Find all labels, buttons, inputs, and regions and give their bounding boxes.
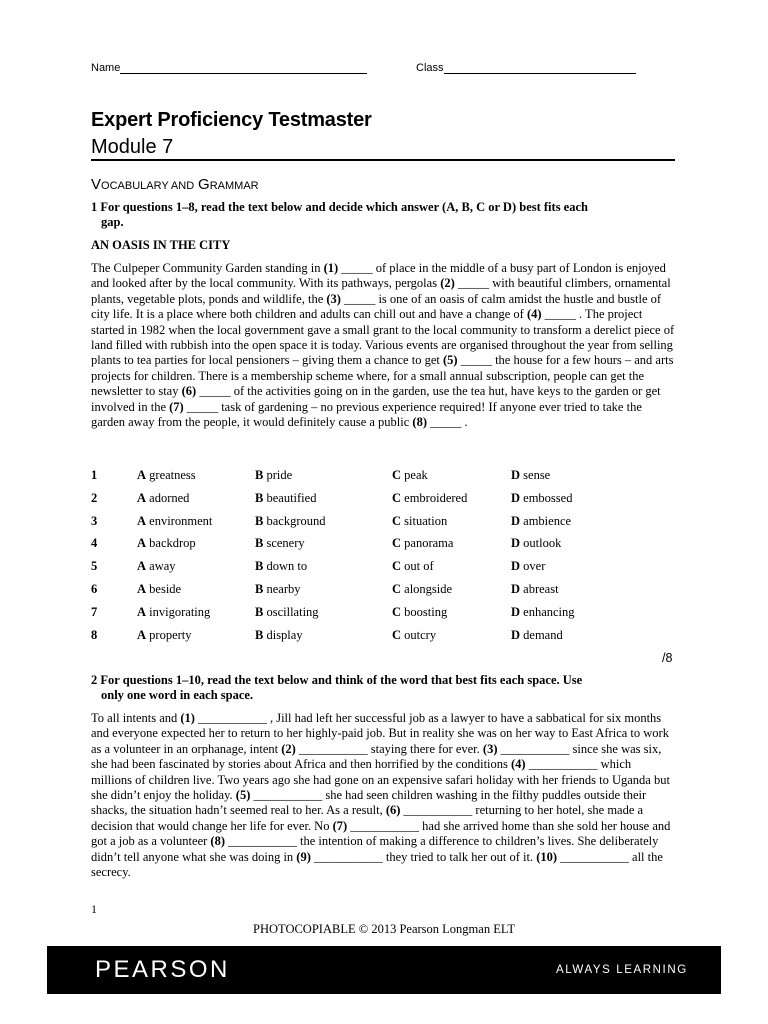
option-letter: D bbox=[511, 491, 521, 505]
section-heading-cap2: G bbox=[198, 176, 210, 193]
option-a bbox=[137, 514, 212, 529]
option-text: display bbox=[266, 628, 303, 642]
option-text: greatness bbox=[149, 468, 196, 482]
class-field bbox=[416, 61, 636, 74]
class-label: Class bbox=[416, 62, 444, 74]
option-text: nearby bbox=[266, 582, 301, 596]
tagline: ALWAYS LEARNING bbox=[556, 964, 688, 976]
gap-number: (1) bbox=[323, 261, 339, 275]
option-letter: D bbox=[511, 514, 521, 528]
section-heading bbox=[91, 176, 259, 193]
option-number: 3 bbox=[91, 514, 98, 528]
option-b bbox=[255, 582, 300, 597]
option-letter: A bbox=[137, 536, 147, 550]
gap-number: (4) bbox=[526, 307, 542, 322]
passage-text: ___________ , Jill had left her successful job as a lawyer to have a sabbatical for six months and everyone expected her to return to her highly-paid job. But in reality she was on her way to East Africa to work as a volunteer in an orphanage, intent bbox=[91, 711, 669, 756]
module-title: Module 7 bbox=[91, 136, 174, 158]
gap-number: (6) bbox=[181, 384, 197, 399]
option-number: 1 bbox=[91, 468, 98, 482]
gap-number: (9) bbox=[296, 849, 311, 864]
option-text: abreast bbox=[523, 582, 559, 596]
passage-text: _____ is one of an oasis of calm amidst the hustle and bustle of city life. It is a place where both children and adults can chill out and have a change of bbox=[91, 291, 662, 322]
title-divider bbox=[91, 159, 675, 161]
option-row bbox=[91, 536, 675, 554]
q1-instruction-line1: 1 For questions 1–8, read the text below and decide which answer (A, B, C or D) best fits each bbox=[91, 200, 588, 214]
section-heading-rest2: RAMMAR bbox=[209, 180, 259, 192]
option-row bbox=[91, 491, 675, 509]
option-c bbox=[392, 605, 447, 620]
option-b bbox=[255, 559, 307, 574]
option-row bbox=[91, 605, 675, 623]
option-d bbox=[511, 605, 575, 620]
option-b bbox=[255, 514, 325, 529]
gap-number: (2) bbox=[281, 741, 296, 756]
option-text: peak bbox=[404, 468, 428, 482]
option-text: ambience bbox=[523, 514, 572, 528]
option-c bbox=[392, 491, 467, 506]
name-field bbox=[91, 61, 367, 74]
option-text: beautified bbox=[266, 491, 317, 505]
name-label: Name bbox=[91, 62, 121, 74]
passage-text: ___________ staying there for ever. bbox=[295, 741, 483, 756]
option-number: 5 bbox=[91, 559, 98, 573]
option-text: backdrop bbox=[149, 536, 196, 550]
option-a bbox=[137, 491, 189, 506]
option-d bbox=[511, 536, 561, 551]
option-letter: C bbox=[392, 514, 402, 528]
option-letter: D bbox=[511, 582, 521, 596]
gap-number: (5) bbox=[235, 788, 251, 803]
option-text: demand bbox=[523, 628, 563, 642]
option-letter: A bbox=[137, 491, 147, 505]
passage-text: ___________ they tried to talk her out of it. bbox=[310, 849, 537, 864]
passage-text: ___________ had she arrived home than she sold her house and got a job as a volunteer bbox=[91, 818, 671, 849]
option-a bbox=[137, 605, 210, 620]
passage-text: ___________ since she was six, she had been fascinated by stories about Africa and then horrified by the conditions bbox=[91, 741, 662, 772]
option-a bbox=[137, 536, 196, 551]
option-letter: C bbox=[392, 628, 402, 642]
gap-number: (3) bbox=[326, 291, 341, 306]
gap-number: (7) bbox=[169, 399, 184, 414]
option-text: pride bbox=[266, 468, 293, 482]
option-text: property bbox=[149, 628, 192, 642]
option-text: out of bbox=[404, 559, 434, 573]
passage-text: ___________ the intention of making a difference to children’s lives. She deliberately didn’t tell anyone what she was doing in bbox=[91, 834, 659, 864]
option-text: scenery bbox=[266, 536, 305, 550]
option-letter: C bbox=[392, 582, 402, 596]
option-b bbox=[255, 491, 316, 506]
option-letter: B bbox=[255, 491, 264, 505]
option-text: sense bbox=[523, 468, 551, 482]
option-a bbox=[137, 628, 192, 643]
option-c bbox=[392, 559, 434, 574]
gap-number: (1) bbox=[180, 711, 195, 725]
page-title: Expert Proficiency Testmaster bbox=[91, 109, 372, 131]
passage-text: ___________ all the secrecy. bbox=[91, 849, 663, 880]
option-b bbox=[255, 605, 319, 620]
copyright-notice: PHOTOCOPIABLE © 2013 Pearson Longman ELT bbox=[253, 922, 515, 936]
q2-instruction bbox=[91, 673, 671, 703]
passage-text: To all intents and bbox=[91, 711, 181, 725]
option-c bbox=[392, 628, 436, 643]
option-letter: B bbox=[255, 605, 264, 619]
option-letter: D bbox=[511, 628, 521, 642]
option-text: situation bbox=[404, 514, 448, 528]
option-b bbox=[255, 628, 303, 643]
gap-number: (2) bbox=[440, 276, 455, 291]
section-heading-cap1: V bbox=[91, 176, 102, 193]
option-text: invigorating bbox=[149, 605, 211, 619]
option-row bbox=[91, 582, 675, 600]
option-text: alongside bbox=[404, 582, 453, 596]
footer-banner bbox=[47, 946, 721, 994]
option-a bbox=[137, 559, 176, 574]
option-number: 2 bbox=[91, 491, 98, 505]
option-text: embossed bbox=[523, 491, 573, 505]
name-line bbox=[120, 61, 367, 74]
option-text: away bbox=[149, 559, 176, 573]
q2-instruction-line1: 2 For questions 1–10, read the text below and think of the word that best fits each space. Use bbox=[91, 673, 583, 687]
option-a bbox=[137, 582, 181, 597]
option-c bbox=[392, 468, 428, 483]
option-text: adorned bbox=[149, 491, 190, 505]
passage-text: ___________ returning to her hotel, she made a decision that would change her life for ever. No bbox=[91, 803, 644, 833]
option-number: 6 bbox=[91, 582, 98, 596]
option-text: enhancing bbox=[523, 605, 575, 619]
class-line bbox=[444, 61, 636, 74]
option-letter: D bbox=[511, 559, 521, 573]
q1-instruction bbox=[91, 200, 671, 230]
option-c bbox=[392, 536, 453, 551]
option-letter: D bbox=[511, 536, 521, 550]
gap-number: (3) bbox=[482, 741, 498, 756]
option-text: beside bbox=[149, 582, 182, 596]
option-b bbox=[255, 536, 305, 551]
option-d bbox=[511, 468, 550, 483]
gap-number: (4) bbox=[511, 757, 526, 772]
option-letter: C bbox=[392, 468, 402, 482]
option-letter: C bbox=[392, 491, 402, 505]
option-text: over bbox=[523, 559, 546, 573]
option-letter: C bbox=[392, 605, 402, 619]
option-row bbox=[91, 628, 675, 646]
option-b bbox=[255, 468, 292, 483]
option-letter: A bbox=[137, 559, 147, 573]
gap-number: (5) bbox=[442, 353, 458, 368]
option-a bbox=[137, 468, 196, 483]
page-number: 1 bbox=[91, 902, 97, 916]
option-letter: C bbox=[392, 559, 402, 573]
passage-text: _____ of place in the middle of a busy part of London is enjoyed and looked after by the local community. With its pathways, pergolas bbox=[91, 261, 666, 291]
option-d bbox=[511, 582, 559, 597]
passage-text: _____ . The project started in 1982 when the local government gave a small grant to the local community to transform a derelict piece of land filled with rubbish into the open space it is today. Various events are organised throughout the year from selling plants to tea parties for local pensioners – giving them a chance to get bbox=[91, 307, 675, 368]
option-letter: A bbox=[137, 514, 147, 528]
option-letter: D bbox=[511, 468, 521, 482]
option-letter: B bbox=[255, 536, 264, 550]
option-letter: B bbox=[255, 628, 264, 642]
option-d bbox=[511, 628, 563, 643]
gap-number: (10) bbox=[536, 849, 558, 864]
q2-passage bbox=[91, 711, 675, 880]
gap-number: (6) bbox=[385, 803, 401, 818]
option-row bbox=[91, 559, 675, 577]
option-letter: A bbox=[137, 582, 147, 596]
option-number: 7 bbox=[91, 605, 98, 619]
passage-text: ___________ which millions of children live. Two years ago she had gone on an expensive safari holiday with her friends to Uganda but she didn’t enjoy the holiday. bbox=[91, 757, 670, 803]
option-text: panorama bbox=[404, 536, 454, 550]
option-text: oscillating bbox=[266, 605, 319, 619]
passage-title: AN OASIS IN THE CITY bbox=[91, 238, 231, 252]
q1-score: /8 bbox=[662, 651, 673, 665]
passage-text: ___________ she had seen children washing in the filthy puddles outside their shacks, the situation hadn’t seemed real to her. As a result, bbox=[91, 788, 647, 818]
option-d bbox=[511, 559, 545, 574]
option-text: background bbox=[266, 514, 326, 528]
option-letter: D bbox=[511, 605, 521, 619]
passage-text: _____ of the activities going on in the garden, use the tea hut, have keys to the garden or get involved in the bbox=[91, 384, 661, 414]
passage-text: _____ . bbox=[427, 415, 468, 430]
gap-number: (8) bbox=[210, 834, 225, 849]
option-text: outcry bbox=[404, 628, 437, 642]
passage-text: _____ with beautiful climbers, ornamental plants, vegetable plots, ponds and wildlife, the bbox=[91, 276, 671, 306]
gap-number: (8) bbox=[412, 415, 427, 430]
option-letter: B bbox=[255, 514, 264, 528]
option-letter: A bbox=[137, 468, 147, 482]
gap-number: (7) bbox=[332, 818, 348, 833]
section-heading-rest1: OCABULARY AND bbox=[101, 180, 195, 192]
option-c bbox=[392, 514, 447, 529]
option-c bbox=[392, 582, 452, 597]
option-d bbox=[511, 491, 572, 506]
q1-passage bbox=[91, 261, 675, 430]
option-letter: A bbox=[137, 605, 147, 619]
option-text: environment bbox=[149, 514, 213, 528]
passage-text: _____ the house for a few hours – and arts projects for children. There is a membership scheme where, for a small annual subscription, people can get the newsletter to stay bbox=[91, 353, 674, 399]
option-letter: A bbox=[137, 628, 147, 642]
option-text: embroidered bbox=[404, 491, 468, 505]
passage-text: The Culpeper Community Garden standing in bbox=[91, 261, 324, 275]
option-text: boosting bbox=[404, 605, 448, 619]
option-letter: B bbox=[255, 559, 264, 573]
option-letter: B bbox=[255, 582, 264, 596]
option-letter: B bbox=[255, 468, 264, 482]
option-text: outlook bbox=[523, 536, 562, 550]
option-text: down to bbox=[266, 559, 308, 573]
option-letter: C bbox=[392, 536, 402, 550]
option-d bbox=[511, 514, 571, 529]
option-row bbox=[91, 514, 675, 532]
passage-text: _____ task of gardening – no previous experience required! If anyone ever tried to take the garden away from the people, it would definitely cause a public bbox=[91, 399, 642, 430]
q1-instruction-line2: gap. bbox=[101, 215, 124, 229]
option-number: 4 bbox=[91, 536, 98, 550]
q2-instruction-line2: only one word in each space. bbox=[101, 688, 254, 702]
option-row bbox=[91, 468, 675, 486]
pearson-logo: PEARSON bbox=[95, 956, 230, 983]
option-number: 8 bbox=[91, 628, 98, 642]
